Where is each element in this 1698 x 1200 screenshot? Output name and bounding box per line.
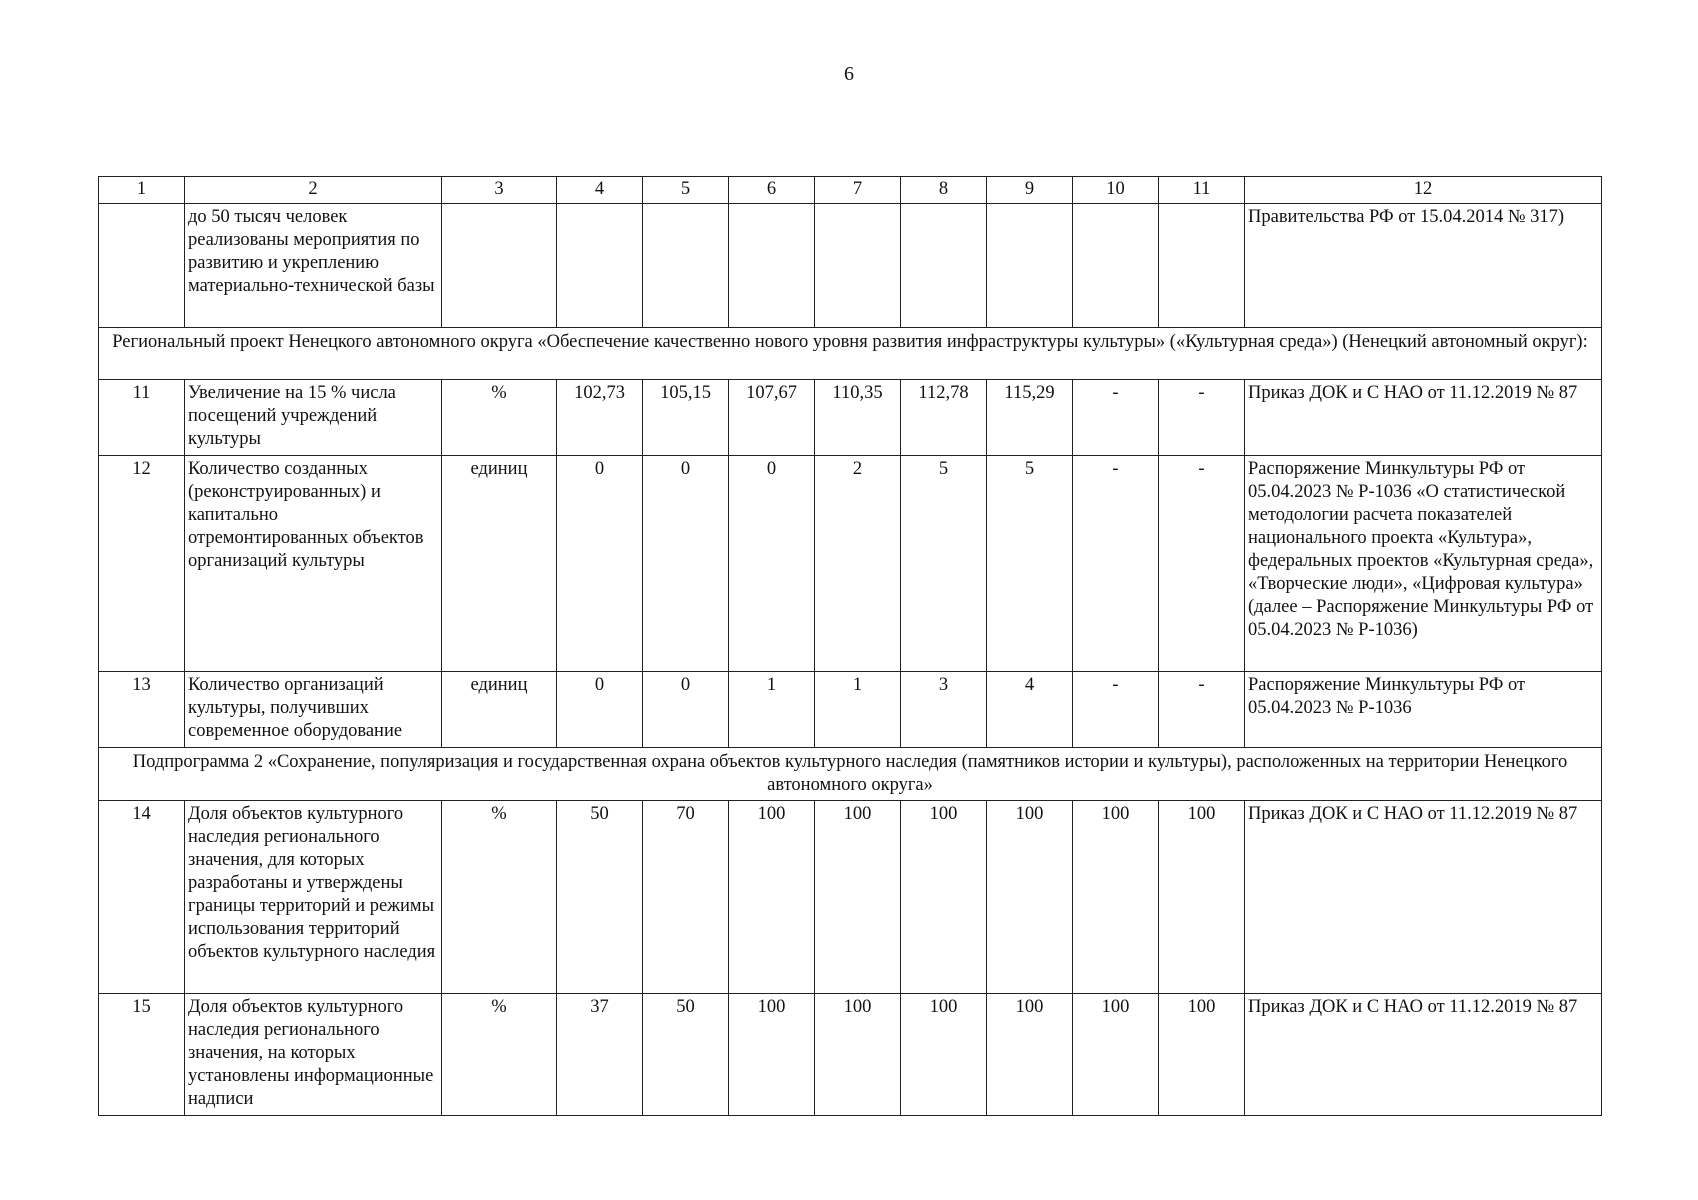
section-header-subprogram-2	[99, 748, 1602, 801]
value-cell: 100	[987, 994, 1073, 1116]
value-cell: 5	[987, 456, 1073, 672]
value-cell: -	[1159, 456, 1245, 672]
unit	[442, 204, 557, 328]
column-header: 6	[729, 177, 815, 204]
value-cell: 107,67	[729, 380, 815, 456]
page-number: 6	[844, 63, 854, 85]
value-cell: 100	[815, 994, 901, 1116]
column-header: 4	[557, 177, 643, 204]
value-cell: 105,15	[643, 380, 729, 456]
value-cell	[901, 204, 987, 328]
column-header: 5	[643, 177, 729, 204]
indicator-name: Доля объектов культурного наследия регионального значения, для которых разработаны и утверждены границы территорий и режимы использования территорий объектов культурного наследия	[185, 801, 442, 994]
row-number: 15	[99, 994, 185, 1116]
value-cell: 100	[1073, 994, 1159, 1116]
column-header: 12	[1245, 177, 1602, 204]
source-document: Распоряжение Минкультуры РФ от 05.04.2023 № Р-1036 «О статистической методологии расчета показателей национального проекта «Культура», федеральных проектов «Культурная среда», «Творческие люди», «Цифровая культура» (далее – Распоряжение Минкультуры РФ от 05.04.2023 № Р-1036)	[1245, 456, 1602, 672]
table-row	[99, 994, 1602, 1116]
value-cell: 115,29	[987, 380, 1073, 456]
indicators-table	[98, 176, 1602, 1116]
value-cell	[729, 204, 815, 328]
value-cell: 100	[729, 801, 815, 994]
section-title: Региональный проект Ненецкого автономного округа «Обеспечение качественно нового уровня развития инфраструктуры культуры» («Культурная среда») (Ненецкий автономный округ):	[99, 328, 1602, 380]
value-cell: -	[1073, 672, 1159, 748]
value-cell: 1	[729, 672, 815, 748]
value-cell	[557, 204, 643, 328]
source-document: Приказ ДОК и С НАО от 11.12.2019 № 87	[1245, 380, 1602, 456]
value-cell: 102,73	[557, 380, 643, 456]
value-cell: 2	[815, 456, 901, 672]
column-header: 10	[1073, 177, 1159, 204]
value-cell: 5	[901, 456, 987, 672]
value-cell: 100	[1159, 801, 1245, 994]
source-document: Приказ ДОК и С НАО от 11.12.2019 № 87	[1245, 994, 1602, 1116]
unit: %	[442, 380, 557, 456]
indicator-name: Доля объектов культурного наследия регионального значения, на которых установлены информационные надписи	[185, 994, 442, 1116]
value-cell: 37	[557, 994, 643, 1116]
value-cell: -	[1159, 672, 1245, 748]
value-cell: 50	[557, 801, 643, 994]
column-header: 9	[987, 177, 1073, 204]
value-cell: 112,78	[901, 380, 987, 456]
table-row	[99, 672, 1602, 748]
unit: единиц	[442, 456, 557, 672]
section-header-regional-project	[99, 328, 1602, 380]
column-header: 3	[442, 177, 557, 204]
value-cell: 100	[1073, 801, 1159, 994]
value-cell: 4	[987, 672, 1073, 748]
value-cell: -	[1159, 380, 1245, 456]
value-cell: -	[1073, 380, 1159, 456]
value-cell	[987, 204, 1073, 328]
value-cell: 0	[729, 456, 815, 672]
value-cell: 0	[643, 672, 729, 748]
column-header: 1	[99, 177, 185, 204]
value-cell: 100	[901, 801, 987, 994]
row-number	[99, 204, 185, 328]
indicator-name: Количество созданных (реконструированных) и капитально отремонтированных объектов организаций культуры	[185, 456, 442, 672]
table-row	[99, 456, 1602, 672]
value-cell: 100	[1159, 994, 1245, 1116]
value-cell: 50	[643, 994, 729, 1116]
row-number: 12	[99, 456, 185, 672]
value-cell: 100	[901, 994, 987, 1116]
row-number: 14	[99, 801, 185, 994]
value-cell: 100	[987, 801, 1073, 994]
value-cell: 100	[729, 994, 815, 1116]
value-cell: 0	[557, 456, 643, 672]
value-cell: 110,35	[815, 380, 901, 456]
unit: %	[442, 994, 557, 1116]
column-header: 2	[185, 177, 442, 204]
indicator-name: до 50 тысяч человек реализованы мероприятия по развитию и укреплению материально-технической базы	[185, 204, 442, 328]
value-cell: -	[1073, 456, 1159, 672]
header-row	[99, 177, 1602, 204]
indicator-name: Количество организаций культуры, получивших современное оборудование	[185, 672, 442, 748]
value-cell: 3	[901, 672, 987, 748]
value-cell: 0	[557, 672, 643, 748]
indicator-name: Увеличение на 15 % числа посещений учреждений культуры	[185, 380, 442, 456]
value-cell: 0	[643, 456, 729, 672]
section-title: Подпрограмма 2 «Сохранение, популяризация и государственная охрана объектов культурного наследия (памятников истории и культуры), расположенных на территории Ненецкого автономного округа»	[99, 748, 1602, 801]
row-number: 13	[99, 672, 185, 748]
value-cell: 100	[815, 801, 901, 994]
column-header: 8	[901, 177, 987, 204]
value-cell	[1159, 204, 1245, 328]
unit: %	[442, 801, 557, 994]
source-document: Приказ ДОК и С НАО от 11.12.2019 № 87	[1245, 801, 1602, 994]
source-document: Правительства РФ от 15.04.2014 № 317)	[1245, 204, 1602, 328]
table-row	[99, 801, 1602, 994]
column-header: 11	[1159, 177, 1245, 204]
table-row-continuation	[99, 204, 1602, 328]
value-cell	[643, 204, 729, 328]
unit: единиц	[442, 672, 557, 748]
value-cell	[815, 204, 901, 328]
source-document: Распоряжение Минкультуры РФ от 05.04.2023 № Р-1036	[1245, 672, 1602, 748]
row-number: 11	[99, 380, 185, 456]
table-row	[99, 380, 1602, 456]
value-cell: 1	[815, 672, 901, 748]
value-cell	[1073, 204, 1159, 328]
column-header: 7	[815, 177, 901, 204]
value-cell: 70	[643, 801, 729, 994]
